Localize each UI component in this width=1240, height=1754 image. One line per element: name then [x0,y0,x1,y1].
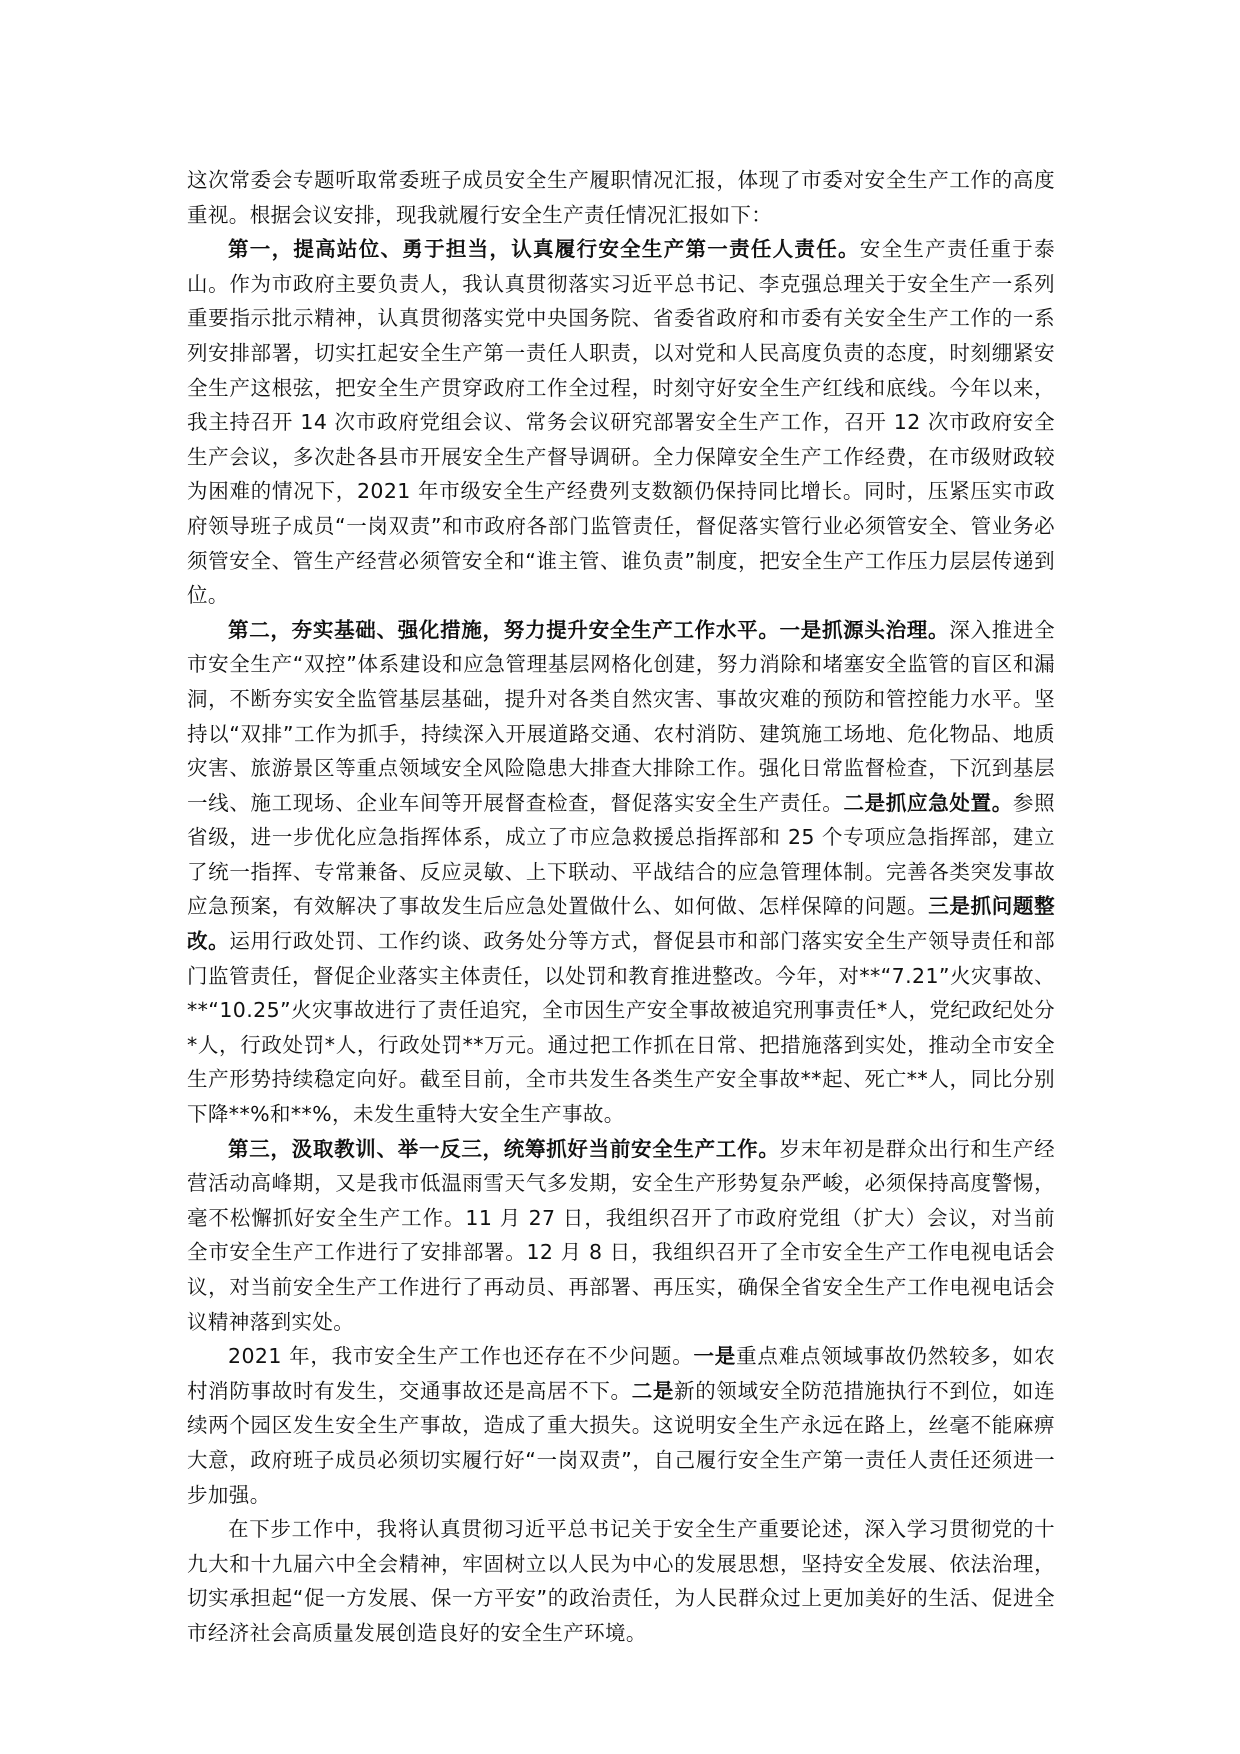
problems-label-1: 一是 [693,1344,737,1369]
problems-label-2: 二是 [631,1378,675,1403]
problems-body-2: 新的领域安全防范措施执行不到位，如连续两个园区发生安全生产事故，造成了重大损失。这说明安全生产永远在路上，丝毫不能麻痹大意，政府班子成员必须切实履行好“一岗双责”，自己履行安全生产第一责任人责任还须进一步加强。 [187,1378,1055,1507]
section-one-heading: 第一，提高站位、勇于担当，认真履行安全生产第一责任人责任。 [228,237,860,262]
section-three-body: 岁末年初是群众出行和生产经营活动高峰期，又是我市低温雨雪天气多发期，安全生产形势复杂严峻，必须保持高度警惕，毫不松懈抓好安全生产工作。11 月 27 日，我组织召开了市政府党组（扩大）会议，对当前全市安全生产工作进行了安排部署。12 月 8 日，我组织召开了全市安全生产工作电视电话会议，对当前安全生产工作进行了再动员、再部署、再压实，确保全省安全生产工作电视电话会议精神落到实处。 [187,1136,1056,1334]
section-two-body-2: 参照省级，进一步优化应急指挥体系，成立了市应急救援总指挥部和 25 个专项应急指挥部，建立了统一指挥、专常兼备、反应灵敏、上下联动、平战结合的应急管理体制。完善各类突发事故应急预案，有效解决了事故发生后应急处置做什么、如何做、怎样保障的问题。 [187,790,1055,919]
problems-paragraph [187,1339,1055,1512]
section-two-subheading-2: 二是抓应急处置。 [843,790,1013,815]
document-page [187,163,1055,1651]
conclusion-paragraph [187,1512,1055,1650]
section-two-subheading-3: 三是抓问题整改。 [187,894,1056,954]
problems-intro: 2021 年，我市安全生产工作也还存在不少问题。 [228,1344,694,1369]
section-one-paragraph [187,232,1055,613]
section-two-heading: 第二，夯实基础、强化措施，努力提升安全生产工作水平。一是抓源头治理。 [228,617,950,642]
intro-paragraph [187,163,1055,232]
section-two-body-1: 深入推进全市安全生产“双控”体系建设和应急管理基层网格化创建，努力消除和堵塞安全监管的盲区和漏洞，不断夯实安全监管基层基础，提升对各类自然灾害、事故灾难的预防和管控能力水平。坚持以“双排”工作为抓手，持续深入开展道路交通、农村消防、建筑施工场地、危化物品、地质灾害、旅游景区等重点领域安全风险隐患大排查大排除工作。强化日常监督检查，下沉到基层一线、施工现场、企业车间等开展督查检查，督促落实安全生产责任。 [187,617,1056,815]
section-three-heading: 第三，汲取教训、举一反三，统筹抓好当前安全生产工作。 [228,1136,780,1161]
section-two-paragraph [187,613,1055,1132]
section-two-body-3: 运用行政处罚、工作约谈、政务处分等方式，督促县市和部门落实安全生产领导责任和部门监管责任，督促企业落实主体责任，以处罚和教育推进整改。今年，对**“7.21”火灾事故、**“10.25”火灾事故进行了责任追究，全市因生产安全事故被追究刑事责任*人，党纪政纪处分*人，行政处罚*人，行政处罚**万元。通过把工作抓在日常、把措施落到实处，推动全市安全生产形势持续稳定向好。截至目前，全市共发生各类生产安全事故**起、死亡**人，同比分别下降**%和**%，未发生重特大安全生产事故。 [187,929,1055,1127]
conclusion-text: 在下步工作中，我将认真贯彻习近平总书记关于安全生产重要论述，深入学习贯彻党的十九大和十九届六中全会精神，牢固树立以人民为中心的发展思想，坚持安全发展、依法治理，切实承担起“促一方发展、保一方平安”的政治责任，为人民群众过上更加美好的生活、促进全市经济社会高质量发展创造良好的安全生产环境。 [187,1517,1055,1645]
section-one-body: 安全生产责任重于泰山。作为市政府主要负责人，我认真贯彻落实习近平总书记、李克强总理关于安全生产一系列重要指示批示精神，认真贯彻落实党中央国务院、省委省政府和市委有关安全生产工作的一系列安排部署，切实扛起安全生产第一责任人职责，以对党和人民高度负责的态度，时刻绷紧安全生产这根弦，把安全生产贯穿政府工作全过程，时刻守好安全生产红线和底线。今年以来，我主持召开 14 次市政府党组会议、常务会议研究部署安全生产工作，召开 12 次市政府安全生产会议，多次赴各县市开展安全生产督导调研。全力保障安全生产工作经费，在市级财政较为困难的情况下，2021 年市级安全生产经费列支数额仍保持同比增长。同时，压紧压实市政府领导班子成员“一岗双责”和市政府各部门监管责任，督促落实管行业必须管安全、管业务必须管安全、管生产经营必须管安全和“谁主管、谁负责”制度，把安全生产工作压力层层传递到位。 [187,237,1055,608]
problems-body-1: 重点难点领域事故仍然较多，如农村消防事故时有发生，交通事故还是高居不下。 [187,1344,1055,1403]
intro-text: 这次常委会专题听取常委班子成员安全生产履职情况汇报，体现了市委对安全生产工作的高度重视。根据会议安排，现我就履行安全生产责任情况汇报如下： [187,168,1055,227]
section-three-paragraph [187,1132,1055,1340]
